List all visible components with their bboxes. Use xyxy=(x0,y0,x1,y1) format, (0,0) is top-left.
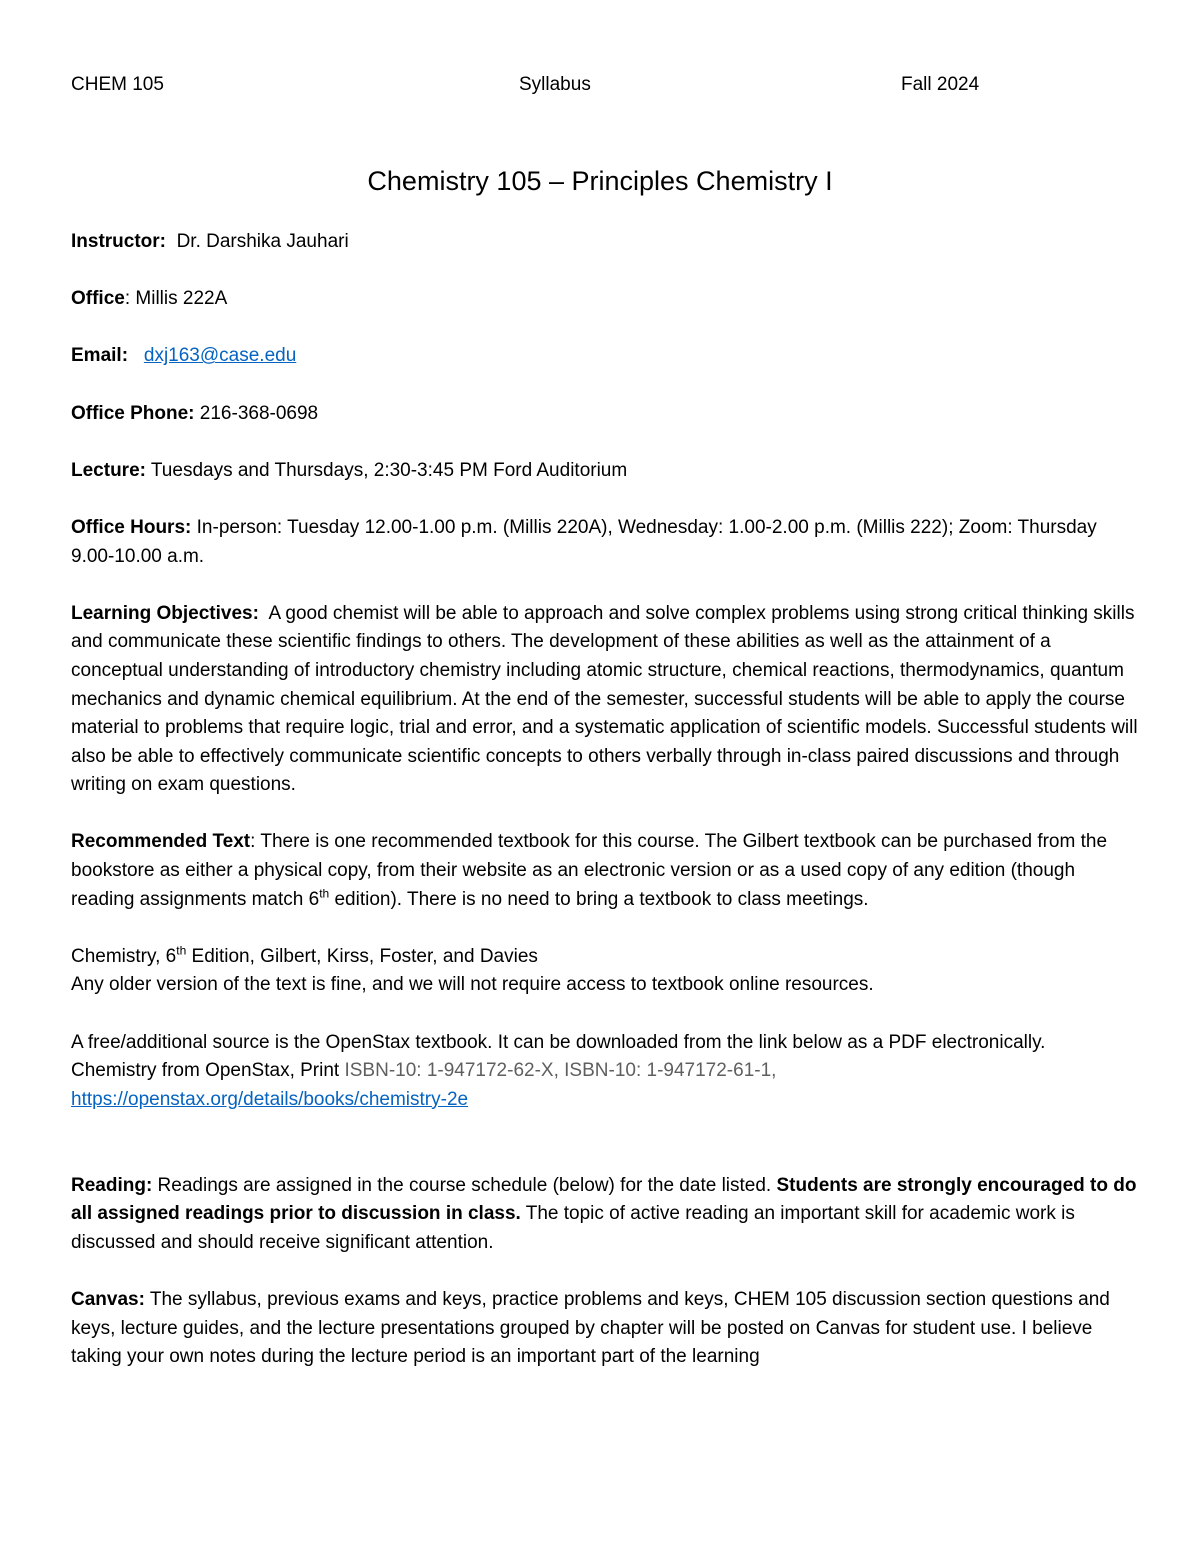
office-hours-value: In-person: Tuesday 12.00-1.00 p.m. (Millis 220A), Wednesday: 1.00-2.00 p.m. (Millis 222); Zoom: Thursday 9.00-10.00 a.m. xyxy=(71,516,1097,567)
book-title-b: Edition, Gilbert, Kirss, Foster, and Davies xyxy=(186,945,538,967)
reading-text-b: The topic of active reading an important skill for academic work is discussed and should receive significant attention. xyxy=(71,1203,1075,1253)
learning-objectives-paragraph xyxy=(71,600,1139,800)
recommended-text-paragraph xyxy=(71,828,1139,914)
office-hours-line xyxy=(71,514,1139,571)
canvas-paragraph xyxy=(71,1286,1139,1372)
header-doc-type: Syllabus xyxy=(519,74,591,95)
recommended-text-label: Recommended Text xyxy=(71,831,251,853)
instructor-value: Dr. Darshika Jauhari xyxy=(176,231,349,252)
office-value: : Millis 222A xyxy=(124,288,228,310)
lecture-label: Lecture: xyxy=(71,459,146,481)
book-citation xyxy=(71,943,1139,972)
reading-emphasis: Students are strongly encouraged to do all assigned readings prior to discussion in class. xyxy=(71,1174,1137,1225)
section-spacer xyxy=(71,1143,1139,1172)
learning-objectives-label: Learning Objectives: xyxy=(71,602,259,624)
email-link[interactable]: dxj163@case.edu xyxy=(143,345,297,367)
lecture-value: Tuesdays and Thursdays, 2:30-3:45 PM Ford Auditorium xyxy=(150,459,628,481)
phone-label: Office Phone: xyxy=(71,402,195,424)
phone-line xyxy=(71,400,1139,429)
learning-objectives-text: A good chemist will be able to approach and solve complex problems using strong critical thinking skills and communicate these scientific findings to others. The development of these abilities as well as the attainment of a conceptual understanding of introductory chemistry including atomic structure, chemical reactions, thermodynamics, quantum mechanics and dynamic chemical equilibrium. At the end of the semester, successful students will be able to apply the course material to problems that require logic, trial and error, and a systematic application of scientific models. Successful students will also be able to effectively communicate scientific concepts to others verbally through in-class paired discussions and through writing on exam questions. xyxy=(71,602,1138,796)
header-term: Fall 2024 xyxy=(901,74,980,95)
openstax-print-label: Chemistry from OpenStax, Print xyxy=(71,1060,345,1082)
recommended-text-a: : There is one recommended textbook for this course. The Gilbert textbook can be purchased from the bookstore as either a physical copy, from their website as an electronic version or as a used copy of any edition (though reading assignments match 6 xyxy=(71,831,1108,910)
lecture-line xyxy=(71,457,1139,486)
openstax-intro: A free/additional source is the OpenStax textbook. It can be downloaded from the link below as a PDF electronically. xyxy=(71,1031,1046,1053)
canvas-label: Canvas: xyxy=(71,1288,145,1310)
book-title-a: Chemistry, 6 xyxy=(71,945,177,967)
email-line xyxy=(71,342,1139,371)
phone-value: 216-368-0698 xyxy=(199,402,319,424)
book-edition-superscript: th xyxy=(176,943,187,958)
openstax-isbn: ISBN-10: 1-947172-62-X, ISBN-10: 1-947172-61-1, xyxy=(344,1060,777,1082)
instructor-line xyxy=(71,228,1139,257)
syllabus-body xyxy=(71,228,1139,1400)
instructor-label: Instructor: xyxy=(71,231,166,252)
reading-paragraph xyxy=(71,1172,1139,1258)
openstax-link[interactable]: https://openstax.org/details/books/chemistry-2e xyxy=(71,1088,469,1110)
reading-label: Reading: xyxy=(71,1174,153,1196)
book-note: Any older version of the text is fine, and we will not require access to textbook online resources. xyxy=(71,974,874,996)
canvas-text: The syllabus, previous exams and keys, practice problems and keys, CHEM 105 discussion section questions and keys, lecture guides, and the lecture presentations grouped by chapter will be posted on Canvas for student use. I believe taking your own notes during the lecture period is an important part of the learning xyxy=(71,1288,1110,1368)
openstax-print-line xyxy=(71,1057,1139,1086)
page-title: Chemistry 105 – Principles Chemistry I xyxy=(367,166,833,196)
edition-superscript: th xyxy=(319,886,330,901)
office-line xyxy=(71,285,1139,314)
header-course: CHEM 105 xyxy=(71,74,164,95)
recommended-text-b: edition). There is no need to bring a textbook to class meetings. xyxy=(329,888,869,910)
email-label: Email: xyxy=(71,345,129,367)
office-hours-label: Office Hours: xyxy=(71,516,192,538)
openstax-url-line xyxy=(71,1086,1139,1115)
office-label: Office xyxy=(71,288,125,310)
reading-text-a: Readings are assigned in the course schedule (below) for the date listed. xyxy=(152,1174,777,1196)
